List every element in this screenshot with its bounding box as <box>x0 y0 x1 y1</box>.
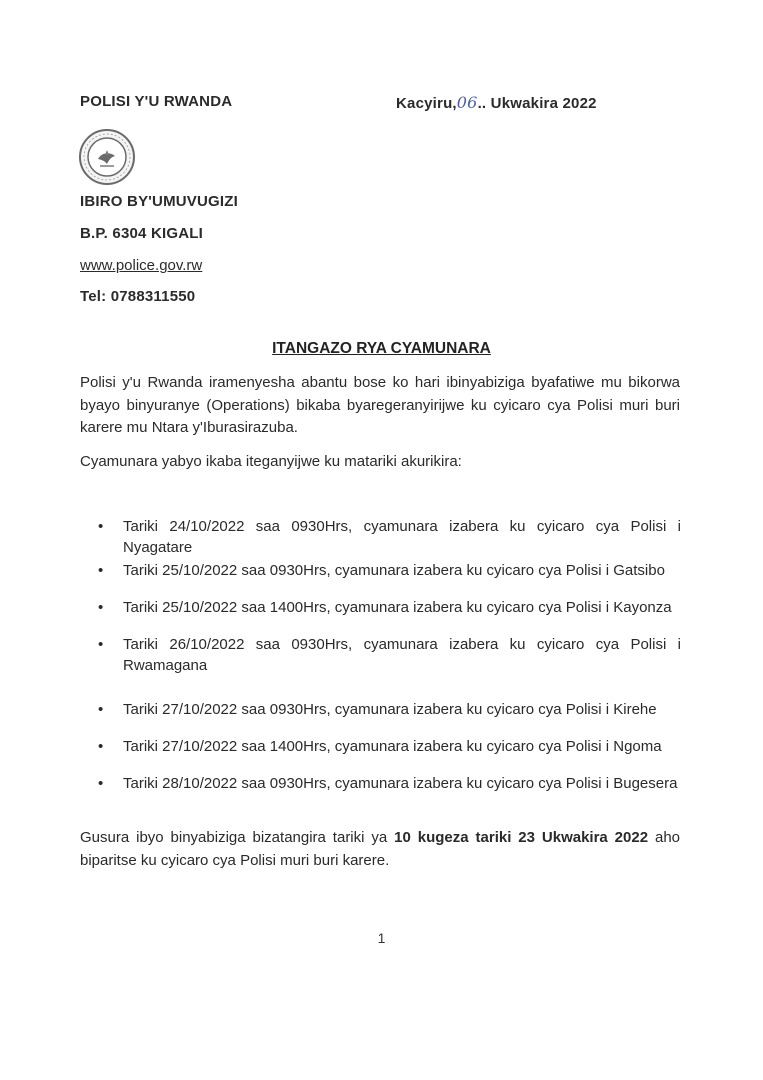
intro-paragraph: Polisi y'u Rwanda iramenyesha abantu bose ko hari ibinyabiziga byafatiwe mu bikorwa byayo binyuranye (Operations) bikaba byaregeranyirijwe ku cyicaro cya Polisi muri buri karere mu Ntara y'Iburasirazuba. <box>80 374 680 436</box>
place: Kacyiru, <box>396 95 457 112</box>
bullet-icon: • <box>98 775 104 792</box>
date-rest: .. Ukwakira 2022 <box>477 95 597 112</box>
place-date <box>396 93 597 112</box>
document-title: ITANGAZO RYA CYAMUNARA <box>272 340 491 357</box>
bullet-icon: • <box>98 599 104 616</box>
list-item-text: Tariki 24/10/2022 saa 0930Hrs, cyamunara izabera ku cyicaro cya Polisi i Nyagatare <box>123 518 681 556</box>
organization-name: POLISI Y'U RWANDA <box>80 93 233 110</box>
page-number: 1 <box>377 930 386 946</box>
telephone: Tel: 0788311550 <box>80 288 196 305</box>
po-box: B.P. 6304 KIGALI <box>80 225 203 242</box>
closing-paragraph <box>80 827 680 872</box>
bullet-icon: • <box>98 738 104 755</box>
police-emblem-icon <box>78 128 136 186</box>
website-link[interactable]: www.police.gov.rw <box>80 257 203 274</box>
list-item-text: Tariki 25/10/2022 saa 1400Hrs, cyamunara izabera ku cyicaro cya Polisi i Kayonza <box>123 599 672 616</box>
bullet-icon: • <box>98 562 104 579</box>
office-name: IBIRO BY'UMUVUGIZI <box>80 193 239 210</box>
bullet-icon: • <box>98 518 104 535</box>
schedule-intro: Cyamunara yabyo ikaba iteganyijwe ku matariki akurikira: <box>80 453 462 470</box>
list-item-text: Tariki 28/10/2022 saa 0930Hrs, cyamunara izabera ku cyicaro cya Polisi i Bugesera <box>123 775 678 792</box>
bullet-icon: • <box>98 636 104 653</box>
list-item-text: Tariki 25/10/2022 saa 0930Hrs, cyamunara izabera ku cyicaro cya Polisi i Gatsibo <box>123 562 665 579</box>
closing-dates: 10 kugeza tariki 23 Ukwakira 2022 <box>394 829 649 846</box>
list-item-text: Tariki 26/10/2022 saa 0930Hrs, cyamunara izabera ku cyicaro cya Polisi i Rwamagana <box>123 636 681 674</box>
list-item-text: Tariki 27/10/2022 saa 0930Hrs, cyamunara izabera ku cyicaro cya Polisi i Kirehe <box>123 701 657 718</box>
handwritten-day: 06 <box>456 93 478 112</box>
bullet-icon: • <box>98 701 104 718</box>
closing-text-end: aho biparitse ku cyicaro cya Polisi muri buri karere. <box>80 829 681 869</box>
closing-text-start: Gusura ibyo binyabiziga bizatangira tariki ya <box>80 829 395 846</box>
list-item-text: Tariki 27/10/2022 saa 1400Hrs, cyamunara izabera ku cyicaro cya Polisi i Ngoma <box>123 738 662 755</box>
